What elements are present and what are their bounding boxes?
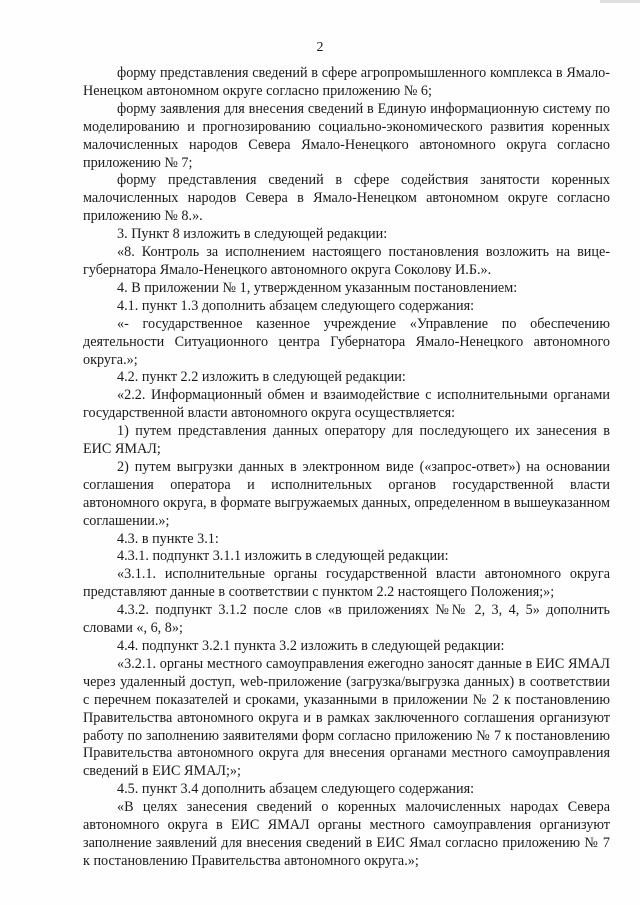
paragraph: форму представления сведений в сфере агропромышленного комплекса в Ямало-Ненецком автономном округе согласно приложению № 6; [83,65,610,99]
paragraph: «В целях занесения сведений о коренных малочисленных народах Севера автономного округа в ЕИС ЯМАЛ органы местного самоуправления организуют заполнение заявлений для внесения сведений в ЕИС Ямал согласно приложению № 7 к постановлению Правительства автономного округа.»; [83,799,610,869]
paragraph: 4.2. пункт 2.2 изложить в следующей редакции: [117,369,406,386]
paragraph: форму заявления для внесения сведений в Единую информационную систему по моделированию и прогнозированию социально-экономического развития коренных малочисленных народов Севера Ямало-Ненецкого автономного округа согласно приложению № 7; [83,100,610,171]
paragraph: «- государственное казенное учреждение «Управление по обеспечению деятельности Ситуационного центра Губернатора Ямало-Ненецкого автономного округа.»; [83,315,610,368]
paragraph: форму представления сведений в сфере содействия занятости коренных малочисленных народов Севера в Ямало-Ненецком автономном округе согласно приложению № 8.». [83,172,610,225]
paragraph: 4.3. в пункте 3.1: [117,530,219,547]
scan-edge-mark [600,0,640,3]
paragraph: 4.3.2. подпункт 3.1.2 после слов «в приложениях №№ 2, 3, 4, 5» дополнить словами «, 6, 8»; [83,602,610,637]
paragraph: 4.3.1. подпункт 3.1.1 изложить в следующей редакции: [117,548,449,565]
paragraph: 4.5. пункт 3.4 дополнить абзацем следующего содержания: [117,781,475,798]
paragraph: «2.2. Информационный обмен и взаимодействие с исполнительными органами государственной власти автономного округа осуществляется: [83,387,610,422]
paragraph: «8. Контроль за исполнением настоящего постановления возложить на вице-губернатора Ямало-Ненецкого автономного округа Соколову И.Б.». [83,244,610,278]
page-number: 2 [316,40,324,55]
paragraph: 4. В приложении № 1, утвержденном указанным постановлением: [117,279,518,296]
paragraph: «3.2.1. органы местного самоуправления ежегодно заносят данные в ЕИС ЯМАЛ через удаленный доступ, web-приложение (загрузка/выгрузка данных) в соответствии с перечнем показателей и сроками, указанными в приложении № 2 к постановлению Правительства автономного округа и в рамках заключенного соглашения организуют работу по заполнению заявителями форм согласно приложению № 7 к постановлению Правительства автономного округа для внесения органами местного самоуправления сведений в ЕИС ЯМАЛ;»; [83,655,610,780]
document-body [83,65,610,871]
paragraph: 3. Пункт 8 изложить в следующей редакции: [117,226,388,243]
paragraph: 2) путем выгрузки данных в электронном виде («запрос-ответ») на основании соглашения оператора и исполнительных органов государственной власти автономного округа, в формате выгружаемых данных, определенном в вышеуказанном соглашении.»; [83,458,610,529]
paragraph: «3.1.1. исполнительные органы государственной власти автономного округа представляют данные в соответствии с пунктом 2.2 настоящего Положения;»; [83,566,610,601]
paragraph: 4.1. пункт 1.3 дополнить абзацем следующего содержания: [117,297,475,314]
paragraph: 1) путем представления данных оператору для последующего их занесения в ЕИС ЯМАЛ; [83,423,610,458]
paragraph: 4.4. подпункт 3.2.1 пункта 3.2 изложить в следующей редакции: [117,638,505,654]
